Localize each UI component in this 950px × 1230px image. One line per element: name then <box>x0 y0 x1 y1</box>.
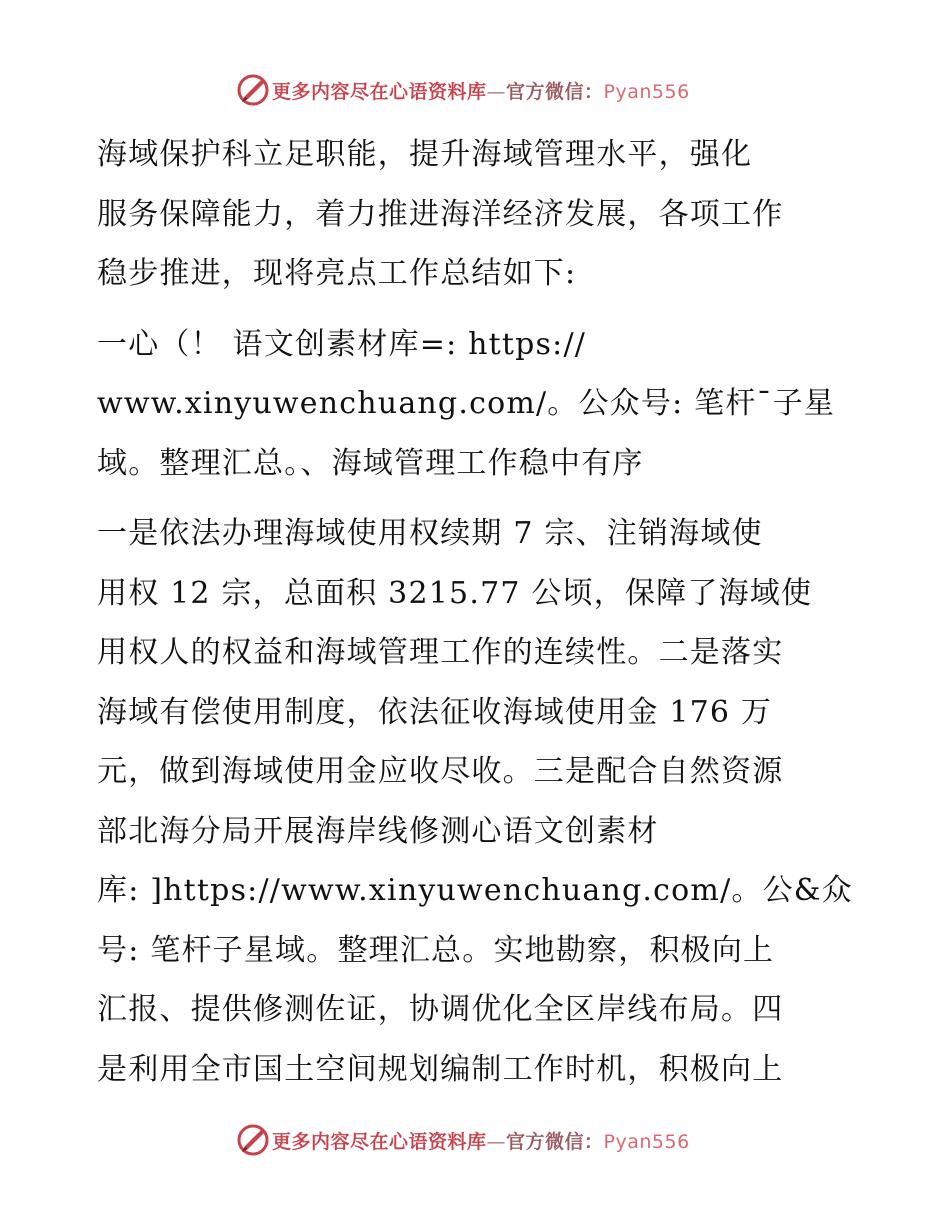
footer-watermark <box>0 1120 950 1160</box>
watermark-text: 更多内容尽在心语资料库—官方微信：Pyan556 <box>272 81 690 103</box>
text-line: 是利用全市国土空间规划编制工作时机，积极向上 <box>97 1051 784 1087</box>
paragraph-details <box>97 504 852 1099</box>
text-line: 部北海分局开展海岸线修测心语文创素材 <box>97 813 659 849</box>
text-line: 汇报、提供修测佐证，协调优化全区岸线布局。四 <box>97 992 784 1027</box>
watermark-text: 更多内容尽在心语资料库—官方微信：Pyan556 <box>272 1131 690 1153</box>
brand-logo-icon <box>236 1122 270 1156</box>
text-line: 服务保障能力，着力推进海洋经济发展，各项工作 <box>97 196 784 232</box>
brand-logo-icon <box>236 72 270 106</box>
paragraph-section-heading <box>97 315 852 494</box>
paragraph-intro <box>97 125 852 304</box>
text-line: 号: 笔杆子星域。整理汇总。实地勘察，积极向上 <box>97 932 775 968</box>
text-line: 稳步推进，现将亮点工作总结如下: <box>97 256 577 291</box>
text-line: 用权 12 宗，总面积 3215.77 公顷，保障了海域使 <box>97 575 813 611</box>
text-line: 一是依法办理海域使用权续期 7 宗、注销海域使 <box>97 516 763 551</box>
header-watermark <box>0 70 950 110</box>
text-line: 域。整理汇总。、海域管理工作稳中有序 <box>97 445 644 481</box>
text-line: 库: ]https://www.xinyuwenchuang.com/。公&众 <box>97 873 853 908</box>
document-body <box>97 125 852 1099</box>
text-line: 海域保护科立足职能，提升海域管理水平，强化 <box>97 137 753 172</box>
text-line: 元，做到海域使用金应收尽收。三是配合自然资源 <box>97 754 784 789</box>
text-line: 用权人的权益和海域管理工作的连续性。二是落实 <box>97 635 784 670</box>
text-line: 一心（！ 语文创素材库=: https:// <box>97 326 587 362</box>
text-line: www.xinyuwenchuang.com/。公众号: 笔杆¯子星 <box>97 386 836 421</box>
text-line: 海域有偿使用制度，依法征收海域使用金 176 万 <box>97 694 773 730</box>
